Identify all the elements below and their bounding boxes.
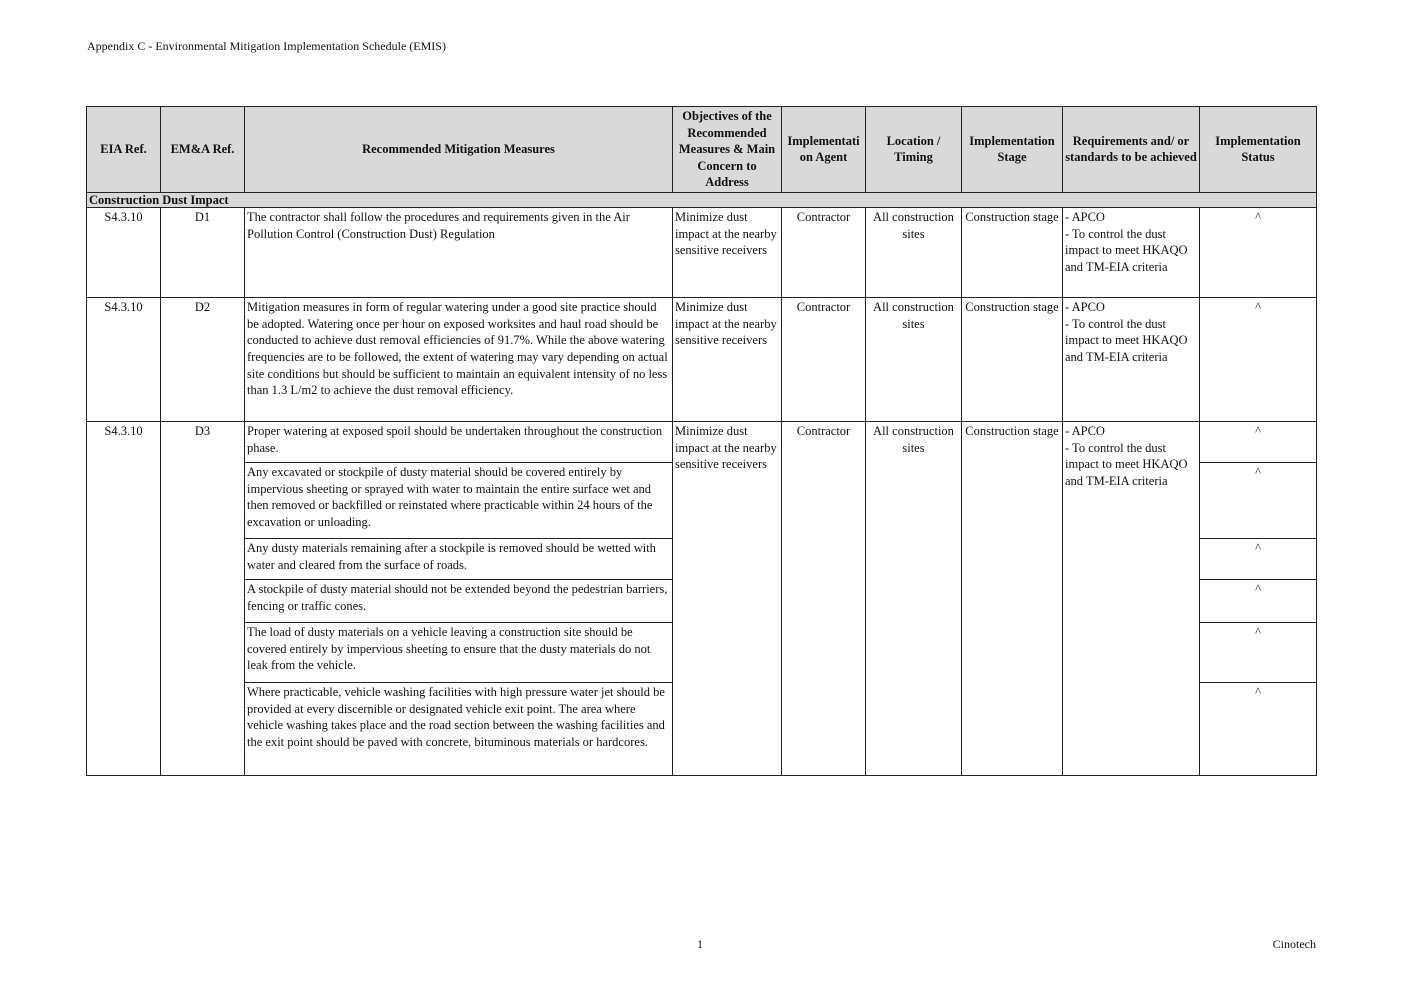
company-name: Cinotech bbox=[1272, 937, 1316, 951]
status-cell: ^ bbox=[1200, 207, 1317, 297]
column-header: EIA Ref. bbox=[87, 107, 161, 193]
objectives-cell: Minimize dust impact at the nearby sensitive receivers bbox=[673, 297, 782, 421]
objectives-cell: Minimize dust impact at the nearby sensitive receivers bbox=[673, 207, 782, 297]
table-row bbox=[87, 297, 1317, 421]
agent-cell: Contractor bbox=[782, 207, 866, 297]
column-header: Objectives of the Recommended Measures & Main Concern to Address bbox=[673, 107, 782, 193]
status-cell: ^ bbox=[1200, 462, 1317, 538]
section-row bbox=[87, 192, 1317, 207]
section-title: Construction Dust Impact bbox=[87, 192, 1317, 207]
table-row bbox=[87, 207, 1317, 297]
measures-cell: The load of dusty materials on a vehicle leaving a construction site should be covered entirely by impervious sheeting to ensure that the dusty materials do not leak from the vehicle. bbox=[245, 622, 673, 682]
status-cell: ^ bbox=[1200, 538, 1317, 579]
column-header: Location / Timing bbox=[866, 107, 962, 193]
requirements-cell: - APCO - To control the dust impact to meet HKAQO and TM-EIA criteria bbox=[1063, 207, 1200, 297]
status-cell: ^ bbox=[1200, 579, 1317, 622]
ema-ref-cell: D1 bbox=[161, 207, 245, 297]
ema-ref-cell: D3 bbox=[161, 421, 245, 775]
eia-ref-cell: S4.3.10 bbox=[87, 421, 161, 775]
measures-cell: Proper watering at exposed spoil should be undertaken throughout the construction phase. bbox=[245, 421, 673, 462]
document-title: Appendix C - Environmental Mitigation Implementation Schedule (EMIS) bbox=[87, 39, 446, 53]
ema-ref-cell: D2 bbox=[161, 297, 245, 421]
stage-cell: Construction stage bbox=[962, 207, 1063, 297]
agent-cell: Contractor bbox=[782, 297, 866, 421]
column-header: Implementati on Agent bbox=[782, 107, 866, 193]
measures-cell: Any dusty materials remaining after a stockpile is removed should be wetted with water and cleared from the surface of roads. bbox=[245, 538, 673, 579]
column-header: Requirements and/ or standards to be achieved bbox=[1063, 107, 1200, 193]
measures-cell: The contractor shall follow the procedures and requirements given in the Air Pollution Control (Construction Dust) Regulation bbox=[245, 207, 673, 297]
agent-cell: Contractor bbox=[782, 421, 866, 775]
requirements-cell: - APCO - To control the dust impact to meet HKAQO and TM-EIA criteria bbox=[1063, 297, 1200, 421]
emis-table bbox=[86, 106, 1317, 776]
status-cell: ^ bbox=[1200, 622, 1317, 682]
measures-cell: A stockpile of dusty material should not be extended beyond the pedestrian barriers, fencing or traffic cones. bbox=[245, 579, 673, 622]
status-cell: ^ bbox=[1200, 297, 1317, 421]
table-row bbox=[87, 421, 1317, 462]
column-header: Implementation Stage bbox=[962, 107, 1063, 193]
eia-ref-cell: S4.3.10 bbox=[87, 297, 161, 421]
column-header: EM&A Ref. bbox=[161, 107, 245, 193]
stage-cell: Construction stage bbox=[962, 297, 1063, 421]
location-cell: All construction sites bbox=[866, 421, 962, 775]
status-cell: ^ bbox=[1200, 682, 1317, 775]
eia-ref-cell: S4.3.10 bbox=[87, 207, 161, 297]
page-number: 1 bbox=[697, 937, 703, 951]
measures-cell: Where practicable, vehicle washing facilities with high pressure water jet should be provided at every discernible or designated vehicle exit point. The area where vehicle washing takes place and the road section between the washing facilities and the exit point should be paved with concrete, bituminous materials or hardcores. bbox=[245, 682, 673, 775]
stage-cell: Construction stage bbox=[962, 421, 1063, 775]
status-cell: ^ bbox=[1200, 421, 1317, 462]
objectives-cell: Minimize dust impact at the nearby sensitive receivers bbox=[673, 421, 782, 775]
column-header: Recommended Mitigation Measures bbox=[245, 107, 673, 193]
measures-cell: Any excavated or stockpile of dusty material should be covered entirely by impervious sheeting or sprayed with water to maintain the entire surface wet and then removed or backfilled or reinstated where practicable within 24 hours of the excavation or unloading. bbox=[245, 462, 673, 538]
location-cell: All construction sites bbox=[866, 297, 962, 421]
column-header: Implementation Status bbox=[1200, 107, 1317, 193]
measures-cell: Mitigation measures in form of regular watering under a good site practice should be adopted. Watering once per hour on exposed worksites and haul road should be conducted to achieve dust removal efficiencies of 91.7%. While the above watering frequencies are to be followed, the extent of watering may vary depending on actual site conditions but should be sufficient to maintain an equivalent intensity of no less than 1.3 L/m2 to achieve the dust removal efficiency. bbox=[245, 297, 673, 421]
table-header-row bbox=[87, 107, 1317, 193]
location-cell: All construction sites bbox=[866, 207, 962, 297]
requirements-cell: - APCO - To control the dust impact to meet HKAQO and TM-EIA criteria bbox=[1063, 421, 1200, 775]
